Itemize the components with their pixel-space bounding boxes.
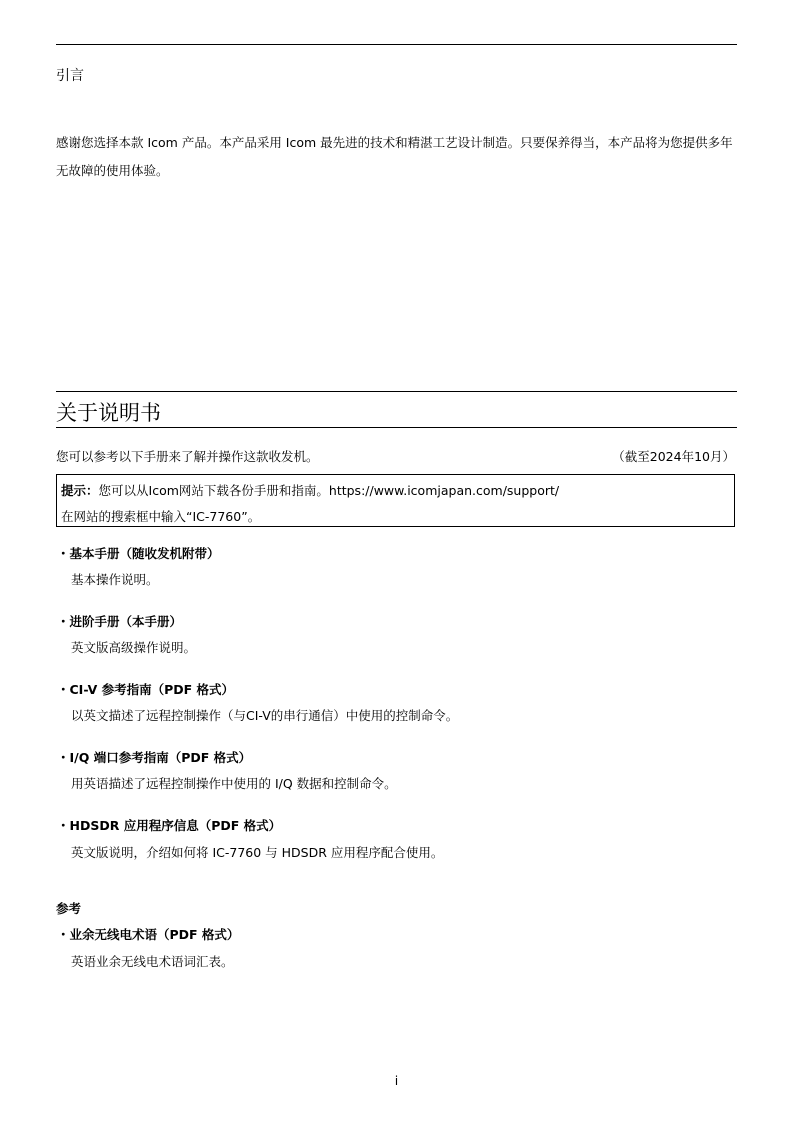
- manual-item-title: ・HDSDR 应用程序信息（PDF 格式）: [57, 818, 282, 833]
- manual-item-desc: 英文版说明，介绍如何将 IC-7760 与 HDSDR 应用程序配合使用。: [71, 845, 444, 860]
- section-lead: 您可以参考以下手册来了解并操作这款收发机。: [56, 449, 319, 464]
- tip-line-1: [61, 483, 559, 499]
- manual-item-title: ・进阶手册（本手册）: [57, 614, 183, 629]
- manual-item-title: ・基本手册（随收发机附带）: [57, 546, 220, 561]
- manual-item-title: ・I/Q 端口参考指南（PDF 格式）: [57, 750, 252, 765]
- tip-label: 提示：: [61, 483, 99, 498]
- manual-item-title: ・CI-V 参考指南（PDF 格式）: [57, 682, 235, 697]
- manual-item-desc: 以英文描述了远程控制操作（与CI-V的串行通信）中使用的控制命令。: [71, 708, 459, 723]
- date-note: （截至2024年10月）: [612, 449, 735, 464]
- tip-box: [56, 474, 735, 527]
- manual-item-desc: 基本操作说明。: [71, 572, 159, 587]
- reference-item-title: ・业余无线电术语（PDF 格式）: [57, 927, 240, 942]
- section-heading: 关于说明书: [56, 401, 161, 425]
- manual-item-desc: 用英语描述了远程控制操作中使用的 I/Q 数据和控制命令。: [71, 776, 397, 791]
- reference-item-desc: 英语业余无线电术语词汇表。: [71, 954, 234, 969]
- tip-text: 您可以从Icom网站下载各份手册和指南。https://www.icomjapan.com/support/: [98, 483, 560, 498]
- page-number: i: [394, 1073, 399, 1088]
- intro-paragraph: 感谢您选择本款 Icom 产品。本产品采用 Icom 最先进的技术和精湛工艺设计制造。只要保养得当，本产品将为您提供多年无故障的使用体验。: [56, 135, 733, 178]
- intro-title: 引言: [56, 68, 84, 84]
- section-underline: [56, 427, 737, 428]
- section-top-rule: [56, 391, 737, 392]
- manual-item-desc: 英文版高级操作说明。: [71, 640, 197, 655]
- tip-line-2: 在网站的搜索框中输入“IC-7760”。: [61, 509, 261, 524]
- top-rule: [56, 44, 737, 45]
- reference-label: 参考: [56, 901, 82, 916]
